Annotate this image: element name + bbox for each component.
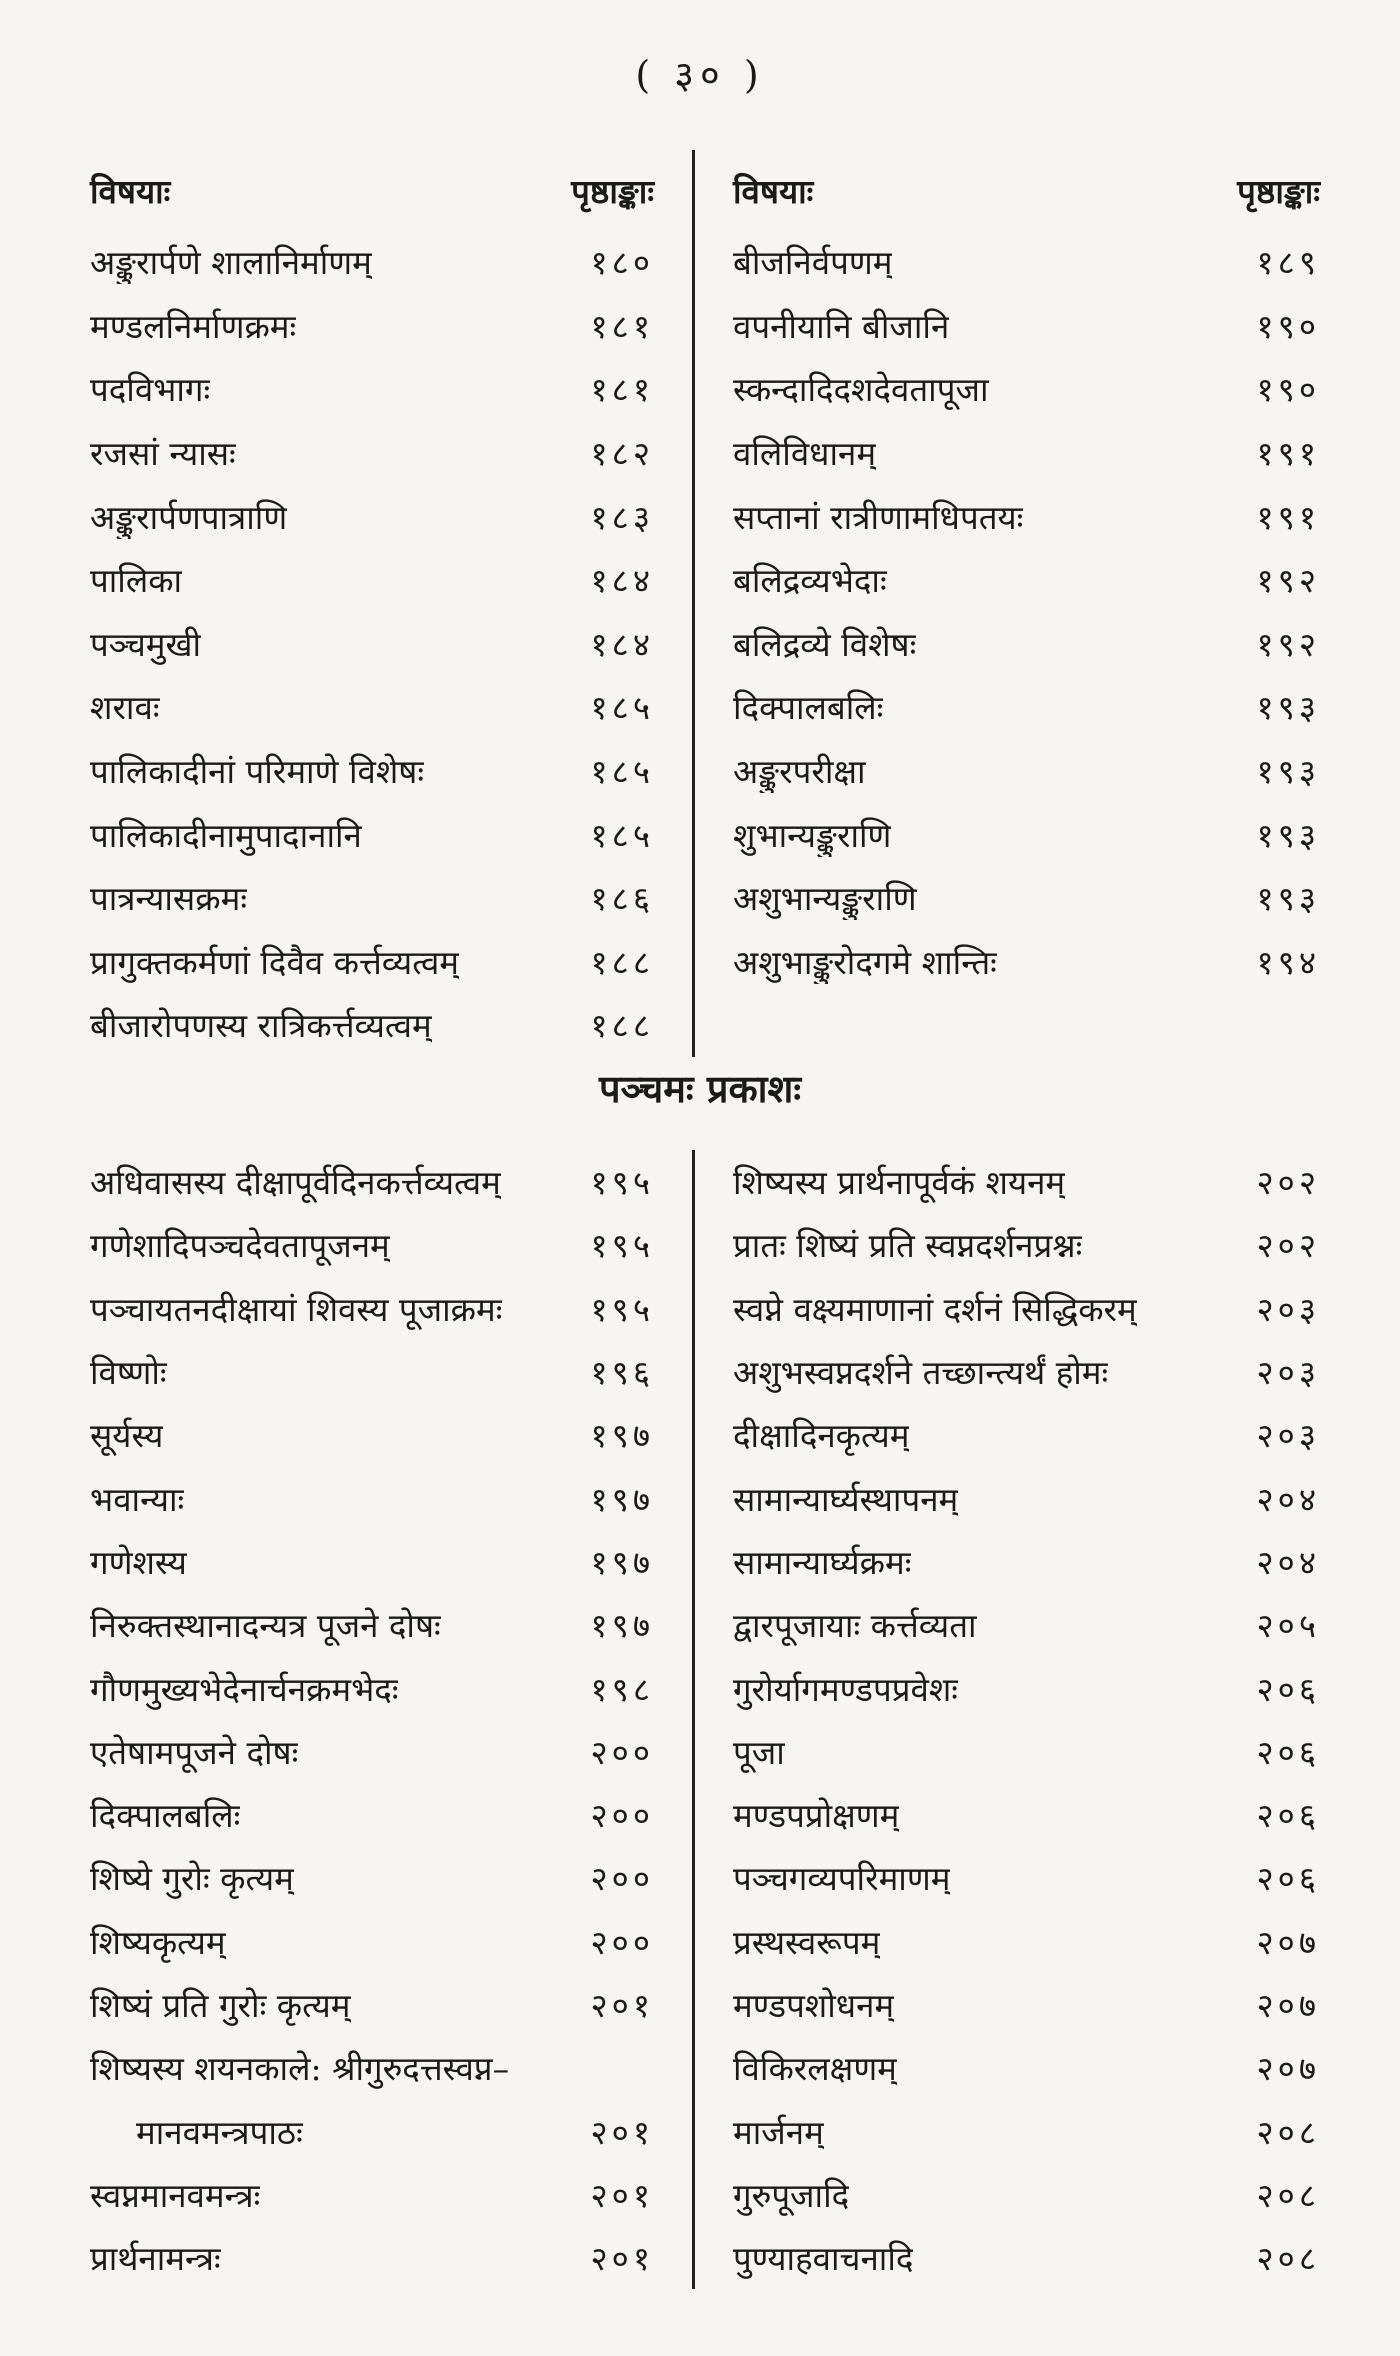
entry-page-number: १८३: [590, 497, 654, 537]
entry-title: शिष्ये गुरोः कृत्यम्: [90, 1859, 294, 1899]
entry-title: अशुभाङ्कुरोदगमे शान्तिः: [733, 942, 997, 982]
toc-entry: [733, 1530, 1320, 1593]
entry-page-number: २०६: [1256, 1796, 1320, 1836]
entry-title: सामान्यार्घ्यस्थापनम्: [733, 1479, 959, 1519]
entry-title: शिष्यस्य प्रार्थनापूर्वकं शयनम्: [733, 1163, 1066, 1203]
toc-entry: [90, 421, 654, 485]
entry-title: रजसां न्यासः: [90, 434, 236, 474]
toc-entry: [90, 993, 654, 1057]
entry-page-number: १८५: [590, 752, 654, 792]
entry-title: पञ्चमुखी: [90, 624, 202, 664]
entry-page-number: १९७: [590, 1479, 654, 1519]
entry-title: एतेषामपूजने दोषः: [90, 1732, 299, 1772]
toc-entry: [90, 1846, 654, 1909]
toc-entry: [90, 739, 654, 803]
toc-entry: [733, 1213, 1320, 1276]
toc-entry: [90, 2099, 654, 2162]
entry-title: अङ्कुरार्पणपात्राणि: [90, 497, 288, 537]
toc-entry: [733, 1466, 1320, 1529]
toc-entry: [733, 294, 1320, 358]
entry-title: पुण्याहवाचनादि: [733, 2239, 914, 2279]
toc-entry: [90, 357, 654, 421]
entry-title: अशुभान्यङ्कुराणि: [733, 879, 917, 919]
toc-entry: [733, 1720, 1320, 1783]
entry-page-number: २०७: [1256, 1922, 1320, 1962]
column-header: [733, 150, 1320, 230]
entry-title: पालिका: [90, 561, 183, 601]
toc-entry: [733, 1593, 1320, 1656]
toc-entry: [733, 739, 1320, 803]
entry-title: पञ्चायतनदीक्षायां शिवस्य पूजाक्रमः: [90, 1289, 503, 1329]
entry-title: दिक्पालबलिः: [90, 1796, 241, 1836]
entry-title: अधिवासस्य दीक्षापूर्वदिनकर्त्तव्यत्वम्: [90, 1163, 501, 1203]
entry-title: शुभान्यङ्कुराणि: [733, 815, 892, 855]
toc-entry: [90, 1466, 654, 1529]
entry-title: गणेशस्य: [90, 1542, 187, 1582]
toc-entry: [90, 294, 654, 358]
entry-title: मण्डपप्रोक्षणम्: [733, 1796, 900, 1836]
toc-entry: [733, 612, 1320, 676]
entry-page-number: २०५: [1256, 1606, 1320, 1646]
entry-title: प्रस्थस्वरूपम्: [733, 1922, 881, 1962]
entry-title: मण्डपशोधनम्: [733, 1986, 895, 2025]
entry-title: अशुभस्वप्नदर्शने तच्छान्त्यर्थं होमः: [733, 1353, 1109, 1393]
entry-title: गुरुपूजादि: [733, 2175, 850, 2215]
toc-entry: [90, 484, 654, 548]
toc-entry: [733, 1910, 1320, 1973]
entry-page-number: २०२: [1256, 1163, 1320, 1203]
entry-page-number: १८६: [590, 879, 654, 919]
entry-title: अङ्कुरपरीक्षा: [733, 752, 866, 792]
entry-title: मार्जनम्: [733, 2112, 824, 2152]
entry-page-number: १९३: [1256, 815, 1320, 855]
subject-heading: विषयाः: [733, 171, 814, 211]
entry-title: गणेशादिपञ्चदेवतापूजनम्: [90, 1226, 390, 1266]
entry-page-number: १८२: [590, 434, 654, 474]
entry-page-number: २०३: [1256, 1289, 1320, 1329]
toc-section-2: [60, 1150, 1330, 2289]
toc-entry: [90, 1213, 654, 1276]
entry-title: पदविभागः: [90, 370, 211, 410]
entry-page-number: १९४: [1256, 942, 1320, 982]
entry-title: पालिकादीनामुपादानानि: [90, 815, 362, 855]
column-header: [90, 150, 654, 230]
entry-title: दीक्षादिनकृत्यम्: [733, 1416, 910, 1456]
entry-title: मण्डलनिर्माणक्रमः: [90, 306, 297, 346]
entry-page-number: २०६: [1256, 1859, 1320, 1899]
toc-entry: [90, 548, 654, 612]
entry-page-number: २०६: [1256, 1669, 1320, 1709]
entry-title: वपनीयानि बीजानि: [733, 306, 950, 346]
toc-entry: [90, 1783, 654, 1846]
chapter-heading: पञ्चमः प्रकाशः: [598, 1066, 801, 1111]
entry-title: स्वप्ने वक्ष्यमाणानां दर्शनं सिद्धिकरम्: [733, 1289, 1137, 1329]
entry-title: गुरोर्यागमण्डपप्रवेशः: [733, 1669, 958, 1709]
entry-page-number: २०८: [1256, 2239, 1320, 2279]
subject-heading: विषयाः: [90, 171, 171, 211]
entry-title: शिष्यस्य शयनकाले: श्रीगुरुदत्तस्वप्न–: [90, 2049, 510, 2089]
entry-title: मानवमन्त्रपाठः: [136, 2112, 303, 2152]
entry-page-number: १९७: [590, 1542, 654, 1582]
toc-entry: [90, 1150, 654, 1213]
entry-page-number: २००: [590, 1796, 654, 1836]
entry-title: सप्तानां रात्रीणामधिपतयः: [733, 497, 1024, 537]
entry-page-number: १८८: [590, 942, 654, 982]
entry-page-number: २०३: [1256, 1353, 1320, 1393]
toc-entry: [733, 2099, 1320, 2162]
toc-entry: [90, 230, 654, 294]
entry-page-number: २०४: [1256, 1542, 1320, 1582]
entry-title: विकिरलक्षणम्: [733, 2049, 897, 2089]
entry-title: प्रार्थनामन्त्रः: [90, 2239, 221, 2279]
toc-entry: [90, 2226, 654, 2289]
toc-entry: [733, 802, 1320, 866]
toc-entry: [733, 1846, 1320, 1909]
entry-title: बलिद्रव्ये विशेषः: [733, 624, 917, 664]
page-number: ( ३० ): [635, 53, 765, 97]
entry-title: विष्णोः: [90, 1353, 167, 1393]
toc-entry: [733, 357, 1320, 421]
entry-title: प्रागुक्तकर्मणां दिवैव कर्त्तव्यत्वम्: [90, 942, 460, 982]
entry-page-number: १८१: [590, 306, 654, 346]
entry-page-number: १८९: [1256, 243, 1320, 283]
entry-title: पालिकादीनां परिमाणे विशेषः: [90, 752, 425, 792]
toc-entry: [733, 484, 1320, 548]
entry-page-number: २०७: [1256, 2049, 1320, 2089]
entry-title: सूर्यस्य: [90, 1416, 164, 1456]
toc-entry: [90, 1277, 654, 1340]
toc-entry: [90, 1656, 654, 1719]
entry-page-number: १८४: [590, 624, 654, 664]
toc-entry: [90, 1530, 654, 1593]
entry-page-number: १९५: [590, 1226, 654, 1266]
entry-page-number: १९६: [590, 1353, 654, 1393]
entry-page-number: १९७: [590, 1606, 654, 1646]
entry-page-number: २०७: [1256, 1986, 1320, 2025]
toc-entry: [733, 2226, 1320, 2289]
entry-title: स्कन्दादिदशदेवतापूजा: [733, 370, 989, 410]
toc-entry: [733, 1403, 1320, 1466]
entry-title: दिक्पालबलिः: [733, 688, 884, 728]
entry-page-number: १८८: [590, 1006, 654, 1046]
toc-entry: [733, 548, 1320, 612]
entry-title: शिष्यकृत्यम्: [90, 1922, 226, 1962]
toc-entry: [733, 230, 1320, 294]
entry-title: पञ्चगव्यपरिमाणम्: [733, 1859, 951, 1899]
toc-entry: [90, 1973, 654, 2036]
toc-section-1: [60, 150, 1330, 1057]
entry-title: बीजारोपणस्य रात्रिकर्त्तव्यत्वम्: [90, 1006, 432, 1046]
entry-page-number: २००: [590, 1732, 654, 1772]
entry-page-number: १९३: [1256, 688, 1320, 728]
toc-entry: [733, 1656, 1320, 1719]
entry-title: पूजा: [733, 1732, 785, 1772]
entry-page-number: १९५: [590, 1163, 654, 1203]
toc-right-column: [695, 150, 1330, 1057]
toc-left-column: [60, 1150, 695, 2289]
page-heading: पृष्ठाङ्काः: [1237, 171, 1320, 211]
toc-right-column: [695, 1150, 1330, 2289]
toc-entry: [733, 2036, 1320, 2099]
entry-page-number: १९१: [1256, 434, 1320, 474]
entry-page-number: १८०: [590, 243, 654, 283]
entry-title: भवान्याः: [90, 1479, 185, 1519]
entry-title: गौणमुख्यभेदेनार्चनक्रमभेदः: [90, 1669, 399, 1709]
toc-entry: [733, 421, 1320, 485]
toc-entry: [90, 930, 654, 994]
entry-title: स्वप्नमानवमन्त्रः: [90, 2175, 261, 2215]
entry-page-number: १९२: [1256, 624, 1320, 664]
entry-page-number: १९३: [1256, 879, 1320, 919]
toc-entry: [90, 612, 654, 676]
entry-page-number: २०४: [1256, 1479, 1320, 1519]
entry-page-number: २०१: [590, 2175, 654, 2215]
entry-page-number: १९८: [590, 1669, 654, 1709]
entry-page-number: २०२: [1256, 1226, 1320, 1266]
toc-entry: [733, 1340, 1320, 1403]
entry-title: बीजनिर्वपणम्: [733, 243, 893, 283]
entry-page-number: २०८: [1256, 2175, 1320, 2215]
entry-page-number: १८४: [590, 561, 654, 601]
entry-title: प्रातः शिष्यं प्रति स्वप्नदर्शनप्रश्नः: [733, 1226, 1083, 1266]
toc-entry: [733, 930, 1320, 994]
entry-page-number: २०६: [1256, 1732, 1320, 1772]
entry-title: द्वारपूजायाः कर्त्तव्यता: [733, 1606, 977, 1646]
toc-entry: [90, 1403, 654, 1466]
page-heading: पृष्ठाङ्काः: [571, 171, 654, 211]
entry-page-number: २०१: [590, 2239, 654, 2279]
toc-entry: [733, 2163, 1320, 2226]
toc-left-column: [60, 150, 695, 1057]
toc-entry: [90, 802, 654, 866]
toc-entry: [733, 866, 1320, 930]
toc-entry: [90, 675, 654, 739]
entry-page-number: १९०: [1256, 306, 1320, 346]
entry-page-number: २०१: [590, 2112, 654, 2152]
entry-page-number: २००: [590, 1859, 654, 1899]
entry-page-number: १९०: [1256, 370, 1320, 410]
entry-page-number: २०३: [1256, 1416, 1320, 1456]
entry-page-number: १९१: [1256, 497, 1320, 537]
entry-title: शिष्यं प्रति गुरोः कृत्यम्: [90, 1986, 351, 2025]
toc-entry: [733, 675, 1320, 739]
toc-entry: [90, 1340, 654, 1403]
entry-title: निरुक्तस्थानादन्यत्र पूजने दोषः: [90, 1606, 441, 1646]
entry-title: बलिद्रव्यभेदाः: [733, 561, 887, 601]
toc-entry: [90, 1910, 654, 1973]
toc-entry: [90, 1593, 654, 1656]
entry-page-number: २००: [590, 1922, 654, 1962]
entry-page-number: २०१: [590, 1986, 654, 2025]
toc-entry: [90, 2163, 654, 2226]
entry-page-number: १९५: [590, 1289, 654, 1329]
entry-title: अङ्कुरार्पणे शालानिर्माणम्: [90, 243, 372, 283]
toc-entry: [733, 1277, 1320, 1340]
entry-page-number: १९३: [1256, 752, 1320, 792]
entry-page-number: २०८: [1256, 2112, 1320, 2152]
entry-page-number: १८५: [590, 688, 654, 728]
toc-entry: [733, 1973, 1320, 2036]
entry-page-number: १८५: [590, 815, 654, 855]
toc-entry: [90, 866, 654, 930]
toc-entry: [90, 1720, 654, 1783]
toc-entry: [90, 2036, 654, 2099]
toc-entry: [733, 1783, 1320, 1846]
entry-title: सामान्यार्घ्यक्रमः: [733, 1542, 912, 1582]
entry-title: शरावः: [90, 688, 160, 728]
entry-page-number: १९२: [1256, 561, 1320, 601]
entry-title: वलिविधानम्: [733, 434, 877, 474]
toc-entry: [733, 1150, 1320, 1213]
entry-page-number: १८१: [590, 370, 654, 410]
entry-page-number: १९७: [590, 1416, 654, 1456]
entry-title: पात्रन्यासक्रमः: [90, 879, 247, 919]
